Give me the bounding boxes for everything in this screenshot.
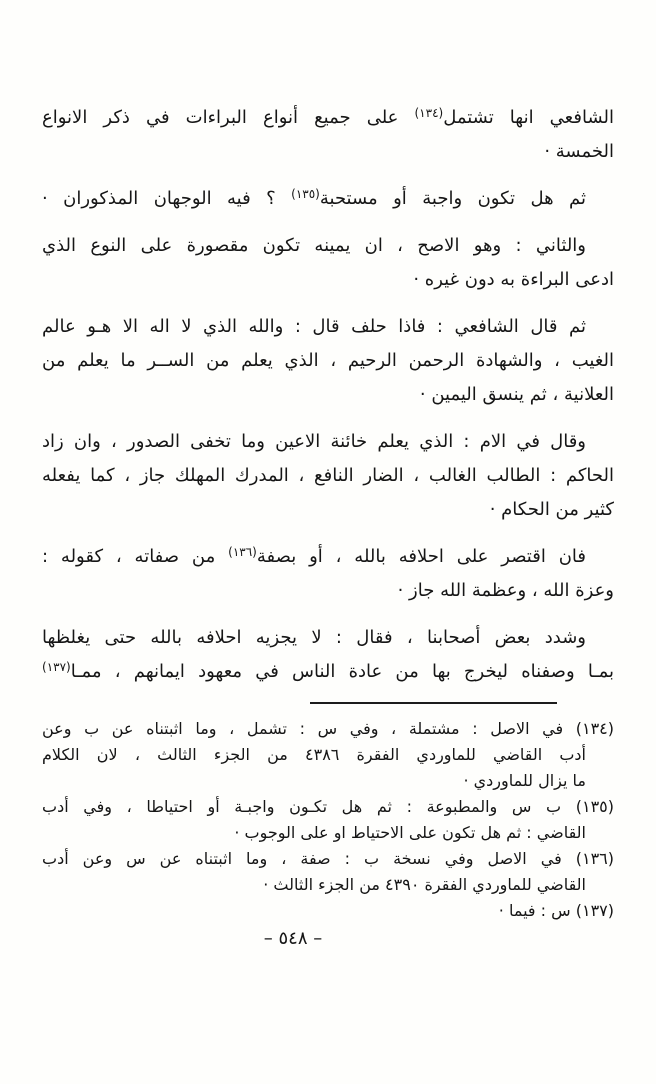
footnote-ref-135: (١٣٥) xyxy=(291,187,320,201)
body-line: وعزة الله ، وعظمة الله جاز · xyxy=(397,580,614,601)
paragraph xyxy=(42,182,614,216)
body-line: الخمسة · xyxy=(544,141,614,162)
footnotes-block xyxy=(42,716,614,924)
body-line: ادعى البراءة به دون غيره · xyxy=(413,269,614,290)
footnote-line: (١٣٦) في الاصل وفي نسخة ب : صفة ، وما اثبتناه عن س وعن أدب xyxy=(42,849,614,868)
footnote-137 xyxy=(42,898,614,924)
footnote-line: القاضي : ثم هل تكون على الاحتياط او على الوجوب · xyxy=(234,823,586,842)
paragraph xyxy=(42,621,614,689)
footnote-135 xyxy=(42,794,614,846)
footnote-line: (١٣٤) في الاصل : مشتملة ، وفي س : تشمل ، وما اثبتناه عن ب وعن xyxy=(42,719,614,738)
body-text: فان اقتصر على احلافه بالله ، أو بصفة xyxy=(256,546,587,567)
body-line xyxy=(42,540,614,574)
body-line: ثم قال الشافعي : فاذا حلف قال : والله الذي لا اله الا هـو عالم xyxy=(42,316,586,337)
footnote-134 xyxy=(42,716,614,794)
paragraph xyxy=(42,425,614,527)
footnote-line: أدب القاضي للماوردي الفقرة ٤٣٨٦ من الجزء الثالث ، لان الكلام xyxy=(42,745,586,764)
paragraph xyxy=(42,101,614,169)
body-text: على جميع أنواع البراءات في ذكر الانواع xyxy=(42,107,415,128)
footnote-line: (١٣٥) ب س والمطبوعة : ثم هل تكـون واجبـة أو احتياطا ، وفي أدب xyxy=(42,797,614,816)
footnote-136 xyxy=(42,846,614,898)
body-text: ؟ فيه الوجهان المذكوران · xyxy=(42,188,292,209)
body-line xyxy=(42,655,614,689)
body-text: بمـا وصفناه ليخرج بها من عادة الناس في معهود ايمانهم ، ممـا xyxy=(70,661,614,682)
body-line: والثاني : وهو الاصح ، ان يمينه تكون مقصورة على النوع الذي xyxy=(42,235,586,256)
paragraph xyxy=(42,540,614,608)
body-text: من صفاته ، كقوله : xyxy=(42,546,229,567)
body-line: وقال في الام : الذي يعلم خائنة الاعين وما تخفى الصدور ، وان زاد xyxy=(42,431,586,452)
footnote-ref-136: (١٣٦) xyxy=(228,545,257,559)
body-line xyxy=(42,182,614,216)
footnote-line: (١٣٧) س : فيما · xyxy=(498,901,614,920)
body-text: ثم هل تكون واجبة أو مستحبة xyxy=(319,188,586,209)
body-line: كثير من الحكام · xyxy=(489,499,614,520)
footnote-ref-134: (١٣٤) xyxy=(414,106,444,120)
body-text: الشافعي انها تشتمل xyxy=(443,107,614,128)
body-line: الحاكم : الطالب الغالب ، الضار النافع ، المدرك المهلك جاز ، كما يفعله xyxy=(42,465,614,486)
body-line: العلانية ، ثم ينسق اليمين · xyxy=(419,384,614,405)
footnote-ref-137: (١٣٧) xyxy=(42,660,71,674)
footnote-line: القاضي للماوردي الفقرة ٤٣٩٠ من الجزء الثالث · xyxy=(263,875,586,894)
main-text-block xyxy=(42,101,614,924)
paragraph xyxy=(42,310,614,412)
footnote-line: ما يزال للماوردي · xyxy=(463,771,586,790)
footnote-separator xyxy=(310,702,557,704)
paragraph xyxy=(42,229,614,297)
body-line xyxy=(42,101,614,135)
page-number: – ٥٤٨ – xyxy=(263,928,323,949)
body-line: وشدد بعض أصحابنا ، فقال : لا يجزيه احلافه بالله حتى يغلظها xyxy=(42,627,586,648)
body-line: الغيب ، والشهادة الرحمن الرحيم ، الذي يعلم من الســر ما يعلم من xyxy=(42,350,614,371)
